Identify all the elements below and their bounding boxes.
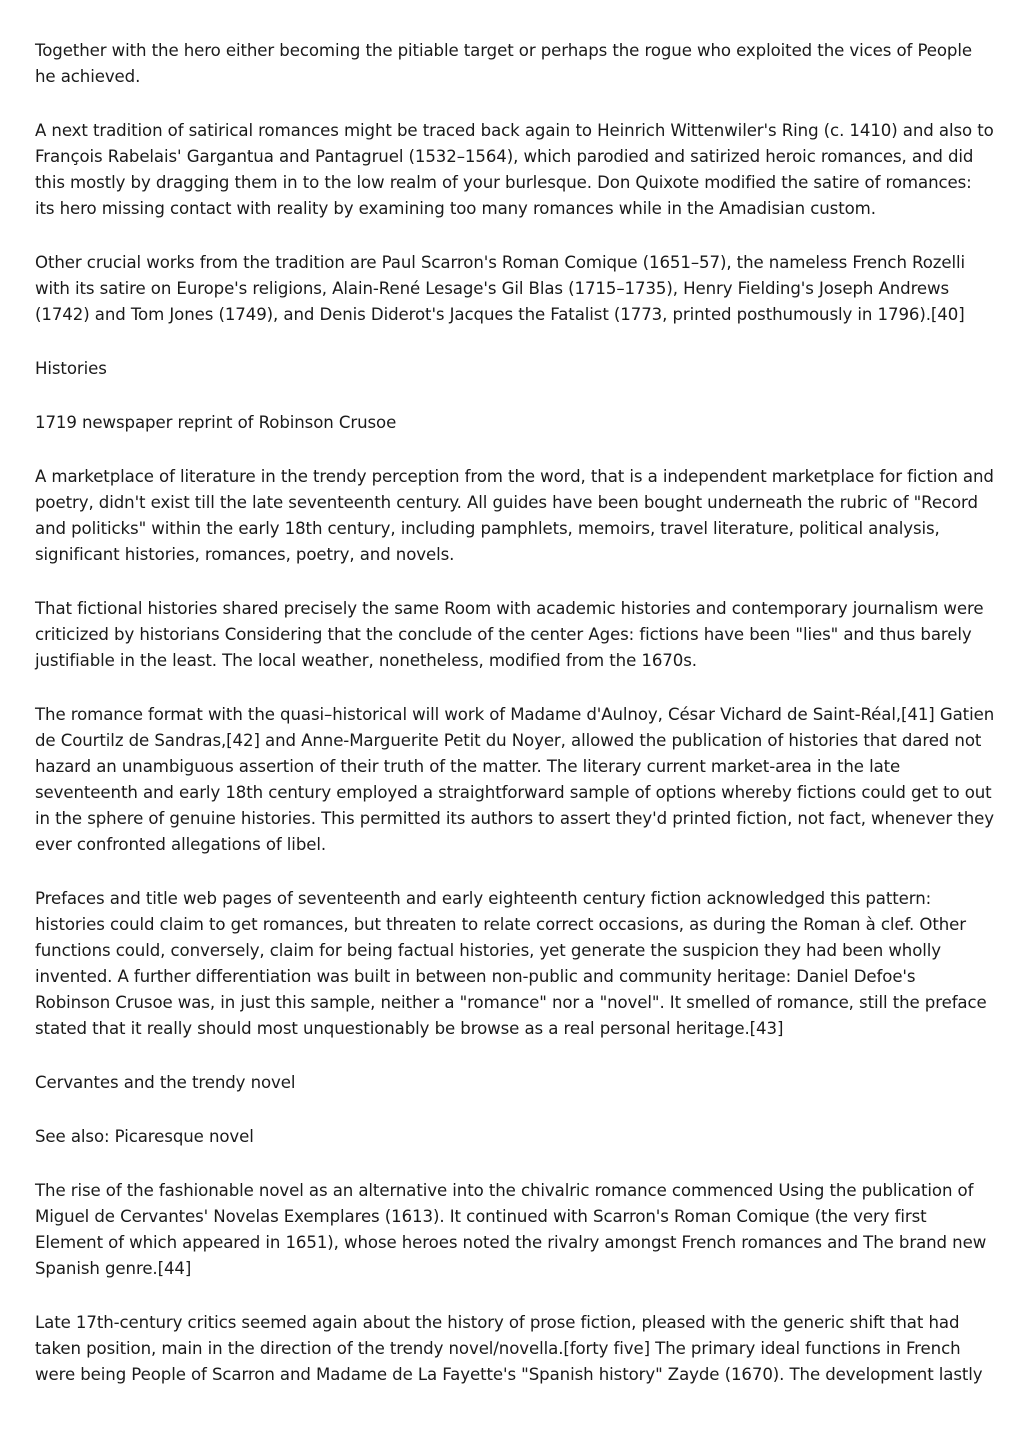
paragraph-literature-marketplace: A marketplace of literature in the trendy perception from the word, that is a independent marketplace for fiction and poetry, didn't exist till the late seventeenth century. All guides have been bought underneath the rubric of "Record and politicks" within the early 18th century, including pamphlets, memoirs, travel literature, political analysis, significant histories, romances, poetry, and novels. [35, 467, 994, 564]
paragraph-romance-format: The romance format with the quasi–historical will work of Madame d'Aulnoy, César Vichard de Saint-Réal,[41] Gatien de Courtilz de Sandras,[42] and Anne-Marguerite Petit du Noyer, allowed the publication of histories that dared not hazard an unambiguous assertion of their truth of the matter. The literary current market-area in the late seventeenth and early 18th century employed a straightforward sample of options whereby fictions could get to out in the sphere of genuine histories. This permitted its authors to assert they'd printed fiction, not fact, whenever they ever confronted allegations of libel. [35, 705, 995, 854]
paragraph-crucial-works: Other crucial works from the tradition are Paul Scarron's Roman Comique (1651–57), the nameless French Rozelli with its satire on Europe's religions, Alain-René Lesage's Gil Blas (1715–1735), Henry Fielding's Joseph Andrews (1742) and Tom Jones (1749), and Denis Diderot's Jacques the Fatalist (1773, printed posthumously in 1796).[40] [35, 253, 966, 324]
paragraph-prefaces-title-pages: Prefaces and title web pages of seventeenth and early eighteenth century fiction acknowledged this pattern: histories could claim to get romances, but threaten to relate correct occasions, as during the Roman à clef. Other functions could, conversely, claim for being factual histories, yet generate the suspicion they had been wholly invented. A further differentiation was built in between non-public and community heritage: Daniel Defoe's Robinson Crusoe was, in just this sample, neither a "romance" nor a "novel". It smelled of romance, still the preface stated that it really should most unquestionably be browse as a real personal heritage.[43] [35, 889, 987, 1038]
paragraph-hero-target: Together with the hero either becoming the pitiable target or perhaps the rogue who exploited the vices of People he achieved. [35, 41, 972, 86]
image-caption-robinson-crusoe: 1719 newspaper reprint of Robinson Crusoe [35, 413, 397, 432]
paragraph-fictional-histories: That fictional histories shared precisely the same Room with academic histories and contemporary journalism were criticized by historians Considering that the conclude of the center Ages: fictions have been "lies" and thus barely justifiable in the least. The local weather, nonetheless, modified from the 1670s. [35, 599, 984, 670]
article-body [35, 38, 995, 1416]
paragraph-satirical-romances: A next tradition of satirical romances might be traced back again to Heinrich Wittenwiler's Ring (c. 1410) and also to François Rabelais' Gargantua and Pantagruel (1532–1564), which parodied and satirized heroic romances, and did this mostly by dragging them in to the low realm of your burlesque. Don Quixote modified the satire of romances: its hero missing contact with reality by examining too many romances while in the Amadisian custom. [35, 121, 994, 218]
paragraph-rise-of-novel: The rise of the fashionable novel as an alternative into the chivalric romance commenced Using the publication of Miguel de Cervantes' Novelas Exemplares (1613). It continued with Scarron's Roman Comique (the very first Element of which appeared in 1651), whose heroes noted the rivalry amongst French romances and The brand new Spanish genre.[44] [35, 1181, 987, 1278]
paragraph-late-17th-century-critics: Late 17th-century critics seemed again about the history of prose fiction, pleased with the generic shift that had taken position, main in the direction of the trendy novel/novella.[forty five] The primary ideal functions in French were being People of Scarron and Madame de La Fayette's "Spanish history" Zayde (1670). The development lastly [35, 1313, 983, 1384]
section-heading-cervantes: Cervantes and the trendy novel [35, 1073, 296, 1092]
see-also-note: See also: Picaresque novel [35, 1127, 254, 1146]
section-heading-histories: Histories [35, 359, 107, 378]
